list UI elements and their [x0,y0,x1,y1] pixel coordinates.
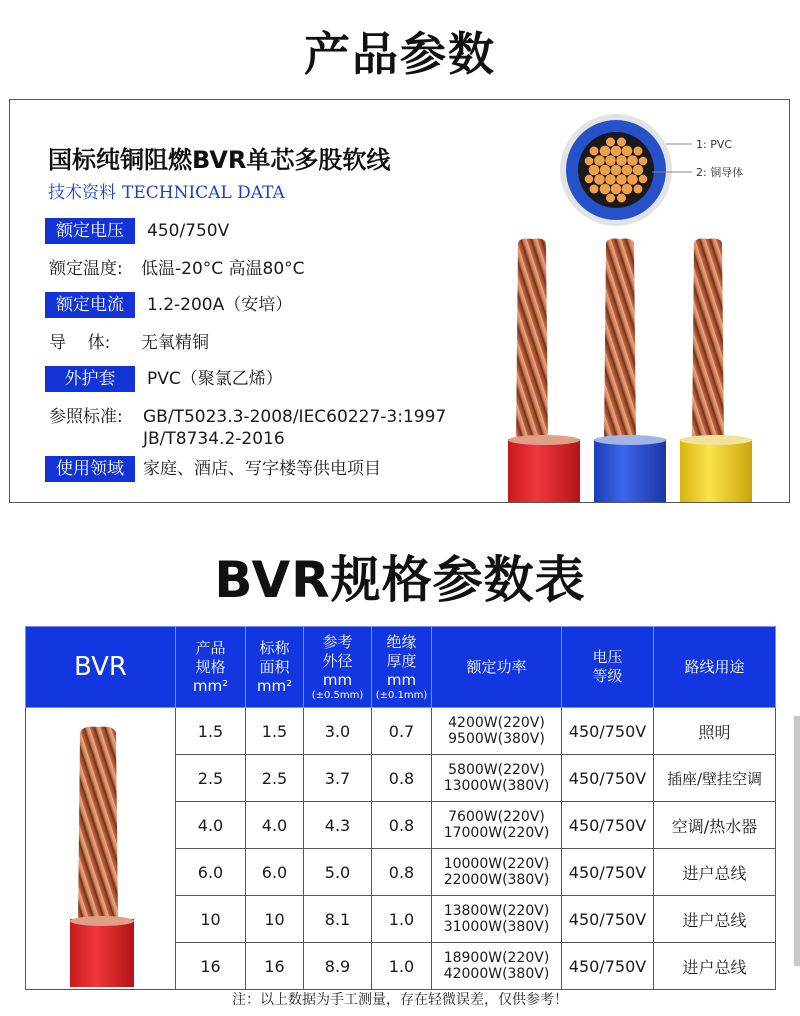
standard-line-1: GB/T5023.3-2008/IEC60227-3:1997 [143,407,447,427]
cell-usage: 进户总线 [654,943,776,990]
cell-spec: 2.5 [176,755,246,802]
cross-label-pvc: 1: PVC [696,138,733,151]
table-header-row [26,627,776,708]
power-220: 4200W(220V) [448,715,545,731]
cell-ins: 0.8 [372,802,432,849]
cell-od: 3.7 [304,755,372,802]
header-text: 厚度 [386,651,417,670]
spec-row-current [45,292,292,318]
spec-label: 额定温度: [49,259,123,279]
disclaimer-note: 注：以上数据为手工测量，存在轻微误差，仅供参考！ [232,992,568,1008]
cell-power [432,943,562,990]
header-unit: mm² [256,676,293,695]
header-voltage [562,627,654,708]
copper-strands [585,138,648,203]
standard-line-2: JB/T8734.2-2016 [143,429,285,449]
header-brand: BVR [26,627,176,708]
cell-power [432,849,562,896]
cell-ins: 0.8 [372,849,432,896]
cell-area: 2.5 [246,755,304,802]
cell-voltage: 450/750V [562,943,654,990]
subtitle-cn: 技术资料 [48,183,116,203]
spec-label: 参照标准: [49,407,123,427]
cell-spec: 1.5 [176,708,246,755]
spec-label: 导 体: [49,333,111,353]
cell-spec: 10 [176,896,246,943]
cell-power [432,896,562,943]
cell-usage: 进户总线 [654,849,776,896]
cell-voltage: 450/750V [562,802,654,849]
yellow-wire [680,239,752,504]
power-220: 13800W(220V) [443,903,550,919]
header-spec [176,627,246,708]
header-text: 标称 [259,638,290,657]
spec-row-application [45,456,381,482]
header-unit: mm [386,670,417,689]
blue-wire [594,239,666,504]
cell-od: 4.3 [304,802,372,849]
cell-voltage: 450/750V [562,708,654,755]
cell-ins: 0.7 [372,708,432,755]
header-text: 面积 [259,657,290,676]
cell-voltage: 450/750V [562,849,654,896]
power-380: 17000W(220V) [443,825,550,841]
product-subtitle [48,178,285,203]
cell-ins: 0.8 [372,755,432,802]
header-area [246,627,304,708]
spec-label: 额定电压 [45,218,135,244]
cell-area: 4.0 [246,802,304,849]
power-380: 13000W(380V) [443,778,550,794]
cell-usage: 插座/壁挂空调 [654,755,776,802]
cell-od: 5.0 [304,849,372,896]
power-220: 10000W(220V) [443,856,550,872]
power-220: 7600W(220V) [448,809,545,825]
cell-area: 6.0 [246,849,304,896]
power-380: 42000W(380V) [443,966,550,982]
cell-area: 10 [246,896,304,943]
spec-value: 家庭、酒店、写字楼等供电项目 [143,459,381,479]
subtitle-en: TECHNICAL DATA [122,183,285,203]
header-insulation [372,627,432,708]
spec-row-temperature [45,256,305,282]
power-380: 31000W(380V) [443,919,550,935]
spec-label: 额定电流 [45,292,135,318]
header-text: 电压 [592,648,623,666]
power-220: 18900W(220V) [443,950,550,966]
cell-od: 8.9 [304,943,372,990]
spec-value: 1.2-200A（安培） [147,295,293,315]
header-text: 绝缘 [386,632,417,651]
header-unit: mm² [192,676,229,695]
cell-spec: 16 [176,943,246,990]
table-section-title: BVR规格参数表 [214,551,586,609]
cell-spec: 4.0 [176,802,246,849]
spec-value: 450/750V [147,221,230,241]
header-text: 产品 [195,638,226,657]
header-text: 外径 [322,651,353,670]
header-text: 参考 [322,632,353,651]
cell-usage: 空调/热水器 [654,802,776,849]
bvr-spec-table [25,626,776,990]
cell-usage: 进户总线 [654,896,776,943]
page-edge-scrollbar[interactable] [794,716,800,966]
cell-ins: 1.0 [372,943,432,990]
spec-row-conductor [45,330,209,356]
cell-power [432,755,562,802]
spec-row-voltage [45,218,229,244]
header-text: 等级 [592,667,623,685]
page-title: 产品参数 [304,27,496,81]
red-wire-image-cell [26,708,176,990]
header-tolerance: (±0.5mm) [311,689,364,701]
spec-value: 低温-20°C 高温80°C [141,259,305,279]
header-unit: mm [322,670,353,689]
product-spec-card [9,99,790,503]
cell-area: 16 [246,943,304,990]
red-wire [508,239,580,504]
red-wire-image [26,711,174,987]
cell-od: 3.0 [304,708,372,755]
cell-voltage: 450/750V [562,896,654,943]
spec-value: 无氧精铜 [141,333,209,353]
header-text: 规格 [195,657,226,676]
cell-od: 8.1 [304,896,372,943]
spec-row-standard [45,404,446,450]
header-outer-diameter [304,627,372,708]
power-380: 9500W(380V) [448,731,545,747]
spec-label: 使用领域 [45,456,135,482]
spec-value: PVC（聚氯乙烯） [147,369,283,389]
bvr-wire-samples-image [488,235,788,503]
product-name: 国标纯铜阻燃BVR单芯多股软线 [48,146,391,174]
header-tolerance: (±0.1mm) [375,689,428,701]
cell-voltage: 450/750V [562,755,654,802]
spec-label: 外护套 [45,366,135,392]
table-row [26,708,776,755]
cell-usage: 照明 [654,708,776,755]
cell-ins: 1.0 [372,896,432,943]
cable-cross-section-diagram [558,110,778,230]
header-power: 额定功率 [432,627,562,708]
cell-spec: 6.0 [176,849,246,896]
cell-power [432,708,562,755]
power-220: 5800W(220V) [448,762,545,778]
power-380: 22000W(380V) [443,872,550,888]
header-usage: 路线用途 [654,627,776,708]
spec-row-sheath [45,366,283,392]
cell-area: 1.5 [246,708,304,755]
cross-label-copper: 2: 铜导体 [696,166,744,179]
cell-power [432,802,562,849]
spec-value [143,404,446,450]
